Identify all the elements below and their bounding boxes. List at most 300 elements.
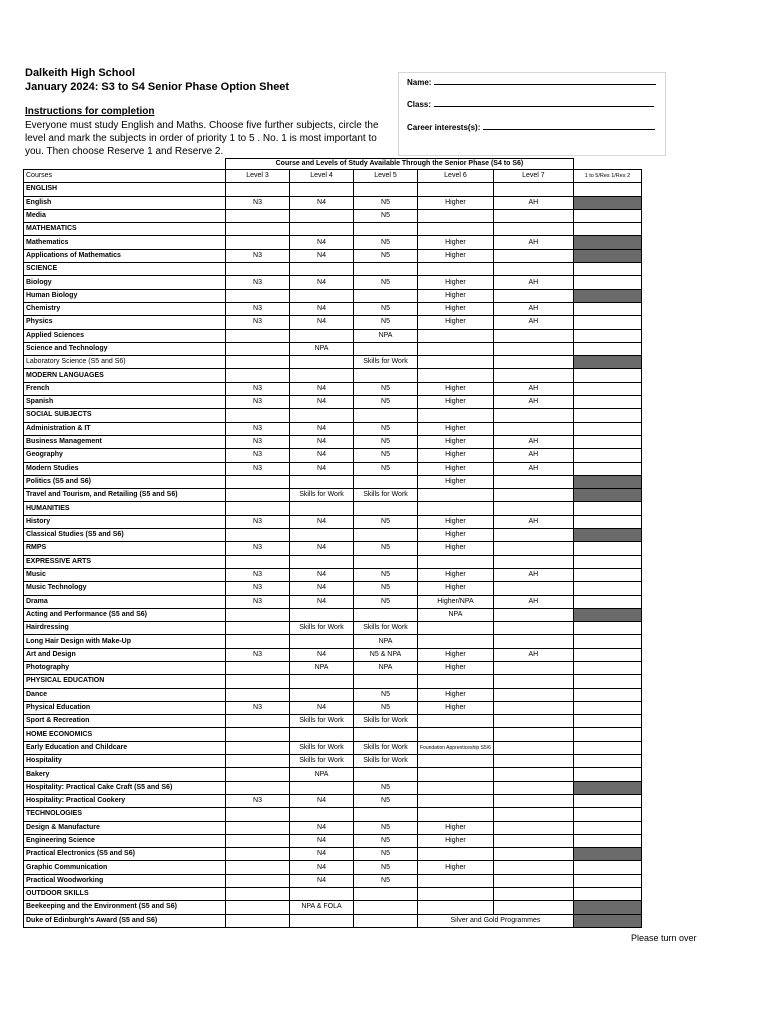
- level-cell-5[interactable]: N5: [354, 821, 418, 834]
- level-cell-7[interactable]: AH: [493, 302, 573, 315]
- level-cell-5[interactable]: N5: [354, 595, 418, 608]
- level-cell-6[interactable]: Higher: [418, 396, 494, 409]
- section-label: HUMANITIES: [24, 502, 226, 515]
- level-cell-4[interactable]: N4: [290, 236, 354, 249]
- level-cell-5: [354, 768, 418, 781]
- priority-cell-shaded: [573, 608, 641, 621]
- course-name: Bakery: [24, 768, 226, 781]
- level-cell-6[interactable]: Higher: [418, 821, 494, 834]
- level-cell-5[interactable]: N5: [354, 515, 418, 528]
- level-cell-7[interactable]: AH: [493, 595, 573, 608]
- level-cell-4[interactable]: N4: [290, 435, 354, 448]
- empty-cell: [493, 808, 573, 821]
- course-name: Music: [24, 568, 226, 581]
- level-cell-4[interactable]: N4: [290, 449, 354, 462]
- empty-cell: [290, 223, 354, 236]
- level-cell-5[interactable]: N5: [354, 196, 418, 209]
- level-cell-6[interactable]: Higher: [418, 568, 494, 581]
- level-cell-6: [418, 874, 494, 887]
- level-cell-7[interactable]: AH: [493, 382, 573, 395]
- section-row: [24, 675, 642, 688]
- empty-cell: [290, 888, 354, 901]
- level-cell-6[interactable]: Higher: [418, 449, 494, 462]
- level-cell-5: [354, 914, 418, 927]
- empty-cell: [573, 502, 641, 515]
- level-cell-7: [493, 821, 573, 834]
- level-cell-3[interactable]: N3: [226, 276, 290, 289]
- section-label: SCIENCE: [24, 263, 226, 276]
- priority-cell[interactable]: [573, 435, 641, 448]
- level-cell-5[interactable]: N5 & NPA: [354, 648, 418, 661]
- level-cell-7: [493, 475, 573, 488]
- level-cell-7[interactable]: AH: [493, 196, 573, 209]
- section-label: SOCIAL SUBJECTS: [24, 409, 226, 422]
- level-cell-4[interactable]: N4: [290, 648, 354, 661]
- section-row: [24, 223, 642, 236]
- level-cell-7: [493, 874, 573, 887]
- level-cell-6[interactable]: Higher: [418, 542, 494, 555]
- priority-cell[interactable]: [573, 861, 641, 874]
- priority-cell[interactable]: [573, 595, 641, 608]
- course-row: [24, 741, 642, 754]
- level-cell-6[interactable]: Higher: [418, 382, 494, 395]
- priority-cell[interactable]: [573, 582, 641, 595]
- course-name: Physical Education: [24, 701, 226, 714]
- level-cell-4[interactable]: N4: [290, 302, 354, 315]
- level-cell-3[interactable]: N3: [226, 249, 290, 262]
- priority-cell[interactable]: [573, 329, 641, 342]
- level-cell-7[interactable]: AH: [493, 236, 573, 249]
- course-name: Classical Studies (S5 and S6): [24, 529, 226, 542]
- priority-cell[interactable]: [573, 209, 641, 222]
- table-body: [24, 183, 642, 928]
- level-cell-4[interactable]: N4: [290, 874, 354, 887]
- level-cell-4: [290, 608, 354, 621]
- level-cell-6: [418, 329, 494, 342]
- course-row: [24, 622, 642, 635]
- level-cell-6[interactable]: Higher: [418, 861, 494, 874]
- priority-cell[interactable]: [573, 688, 641, 701]
- header-level-6: Level 6: [418, 170, 494, 183]
- empty-cell: [354, 888, 418, 901]
- level-cell-7: [493, 901, 573, 914]
- course-name: Practical Woodworking: [24, 874, 226, 887]
- priority-cell-shaded: [573, 901, 641, 914]
- empty-cell: [226, 183, 290, 196]
- level-cell-5[interactable]: NPA: [354, 329, 418, 342]
- level-cell-3[interactable]: N3: [226, 515, 290, 528]
- priority-cell-shaded: [573, 848, 641, 861]
- sheet-subtitle: January 2024: S3 to S4 Senior Phase Option Sheet: [25, 81, 290, 93]
- level-cell-4: [290, 289, 354, 302]
- priority-cell[interactable]: [573, 316, 641, 329]
- priority-cell[interactable]: [573, 715, 641, 728]
- priority-cell[interactable]: [573, 462, 641, 475]
- course-name: Hospitality: Practical Cookery: [24, 794, 226, 807]
- level-cell-5[interactable]: N5: [354, 568, 418, 581]
- name-line[interactable]: [434, 78, 656, 85]
- empty-cell: [573, 183, 641, 196]
- level-cell-3[interactable]: N3: [226, 794, 290, 807]
- level-cell-7[interactable]: AH: [493, 316, 573, 329]
- section-row: [24, 555, 642, 568]
- level-cell-6[interactable]: Higher: [418, 316, 494, 329]
- priority-cell[interactable]: [573, 396, 641, 409]
- priority-cell[interactable]: [573, 422, 641, 435]
- level-cell-4[interactable]: N4: [290, 316, 354, 329]
- level-cell-6: [418, 622, 494, 635]
- course-row: [24, 701, 642, 714]
- level-cell-4[interactable]: N4: [290, 848, 354, 861]
- level-cell-3[interactable]: N3: [226, 302, 290, 315]
- level-cell-6[interactable]: Higher: [418, 582, 494, 595]
- level-cell-4[interactable]: N4: [290, 861, 354, 874]
- level-cell-3: [226, 289, 290, 302]
- priority-cell-shaded: [573, 914, 641, 927]
- level-cell-6[interactable]: Higher: [418, 249, 494, 262]
- course-name: Sport & Recreation: [24, 715, 226, 728]
- level-cell-5[interactable]: N5: [354, 688, 418, 701]
- priority-cell[interactable]: [573, 542, 641, 555]
- level-cell-5[interactable]: N5: [354, 422, 418, 435]
- header-level-4: Level 4: [290, 170, 354, 183]
- career-field[interactable]: [407, 123, 655, 132]
- level-cell-5: [354, 342, 418, 355]
- course-row: [24, 688, 642, 701]
- level-cell-3[interactable]: N3: [226, 382, 290, 395]
- level-cell-6[interactable]: Higher: [418, 701, 494, 714]
- level-cell-4[interactable]: N4: [290, 422, 354, 435]
- level-cell-3[interactable]: N3: [226, 316, 290, 329]
- course-row: [24, 755, 642, 768]
- level-cell-5[interactable]: N5: [354, 462, 418, 475]
- level-cell-7[interactable]: AH: [493, 396, 573, 409]
- priority-cell[interactable]: [573, 794, 641, 807]
- course-row: [24, 396, 642, 409]
- priority-cell[interactable]: [573, 342, 641, 355]
- level-cell-3: [226, 715, 290, 728]
- level-cell-7: [493, 781, 573, 794]
- course-row: [24, 475, 642, 488]
- level-cell-4[interactable]: N4: [290, 701, 354, 714]
- level-cell-5[interactable]: N5: [354, 396, 418, 409]
- course-row: [24, 316, 642, 329]
- level-cell-6: [418, 715, 494, 728]
- level-cell-3[interactable]: N3: [226, 462, 290, 475]
- level-cell-7: [493, 701, 573, 714]
- level-cell-4[interactable]: N4: [290, 196, 354, 209]
- level-cell-6[interactable]: Higher: [418, 475, 494, 488]
- course-name: Business Management: [24, 435, 226, 448]
- level-cell-4[interactable]: Skills for Work: [290, 741, 354, 754]
- priority-cell[interactable]: [573, 635, 641, 648]
- level-cell-4[interactable]: N4: [290, 396, 354, 409]
- empty-cell: [226, 223, 290, 236]
- level-cell-5[interactable]: N5: [354, 582, 418, 595]
- level-cell-4[interactable]: N4: [290, 595, 354, 608]
- level-cell-5[interactable]: N5: [354, 302, 418, 315]
- course-name: Spanish: [24, 396, 226, 409]
- level-cell-5[interactable]: N5: [354, 861, 418, 874]
- level-cell-6: [418, 342, 494, 355]
- level-cell-3: [226, 861, 290, 874]
- table-banner: Course and Levels of Study Available Through the Senior Phase (S4 to S6): [226, 159, 574, 170]
- level-cell-5[interactable]: N5: [354, 542, 418, 555]
- empty-cell: [226, 409, 290, 422]
- course-row: [24, 821, 642, 834]
- level-cell-4[interactable]: N4: [290, 382, 354, 395]
- level-cell-6: [418, 635, 494, 648]
- empty-cell: [354, 808, 418, 821]
- empty-cell: [354, 183, 418, 196]
- level-cell-4[interactable]: NPA: [290, 768, 354, 781]
- level-cell-6[interactable]: Higher: [418, 422, 494, 435]
- level-cell-3: [226, 781, 290, 794]
- level-cell-4[interactable]: N4: [290, 834, 354, 847]
- empty-cell: [418, 888, 494, 901]
- empty-cell: [290, 502, 354, 515]
- level-cell-6-7[interactable]: Silver and Gold Programmes: [418, 914, 574, 927]
- priority-cell-shaded: [573, 489, 641, 502]
- priority-cell[interactable]: [573, 276, 641, 289]
- course-row: [24, 715, 642, 728]
- level-cell-5[interactable]: Skills for Work: [354, 356, 418, 369]
- course-name: Beekeeping and the Environment (S5 and S6): [24, 901, 226, 914]
- level-cell-4[interactable]: Skills for Work: [290, 622, 354, 635]
- level-cell-7[interactable]: AH: [493, 435, 573, 448]
- level-cell-3: [226, 529, 290, 542]
- priority-cell[interactable]: [573, 382, 641, 395]
- level-cell-6: [418, 489, 494, 502]
- empty-cell: [290, 728, 354, 741]
- level-cell-6[interactable]: Higher: [418, 302, 494, 315]
- priority-cell[interactable]: [573, 302, 641, 315]
- level-cell-7[interactable]: AH: [493, 449, 573, 462]
- section-label: TECHNOLOGIES: [24, 808, 226, 821]
- course-row: [24, 768, 642, 781]
- level-cell-4[interactable]: N4: [290, 794, 354, 807]
- level-cell-6[interactable]: NPA: [418, 608, 494, 621]
- section-label: PHYSICAL EDUCATION: [24, 675, 226, 688]
- header-level-7: Level 7: [493, 170, 573, 183]
- course-name: Travel and Tourism, and Retailing (S5 and S6): [24, 489, 226, 502]
- level-cell-4[interactable]: N4: [290, 821, 354, 834]
- level-cell-5[interactable]: N5: [354, 701, 418, 714]
- empty-cell: [418, 502, 494, 515]
- level-cell-7[interactable]: AH: [493, 648, 573, 661]
- course-row: [24, 582, 642, 595]
- empty-cell: [573, 808, 641, 821]
- level-cell-7: [493, 209, 573, 222]
- level-cell-3[interactable]: N3: [226, 435, 290, 448]
- level-cell-5[interactable]: N5: [354, 316, 418, 329]
- level-cell-7: [493, 741, 573, 754]
- level-cell-5[interactable]: N5: [354, 209, 418, 222]
- level-cell-4[interactable]: N4: [290, 249, 354, 262]
- table-banner-row: [24, 159, 642, 170]
- level-cell-6[interactable]: Higher: [418, 661, 494, 674]
- empty-cell: [226, 555, 290, 568]
- level-cell-7: [493, 356, 573, 369]
- level-cell-3: [226, 661, 290, 674]
- empty-cell: [354, 409, 418, 422]
- empty-cell: [493, 675, 573, 688]
- priority-cell-shaded: [573, 196, 641, 209]
- level-cell-5[interactable]: Skills for Work: [354, 741, 418, 754]
- level-cell-6[interactable]: Higher: [418, 196, 494, 209]
- section-row: [24, 808, 642, 821]
- level-cell-3[interactable]: N3: [226, 582, 290, 595]
- level-cell-3[interactable]: N3: [226, 701, 290, 714]
- priority-cell[interactable]: [573, 701, 641, 714]
- level-cell-7[interactable]: AH: [493, 515, 573, 528]
- level-cell-6[interactable]: Higher: [418, 515, 494, 528]
- level-cell-6[interactable]: Higher: [418, 289, 494, 302]
- course-row: [24, 542, 642, 555]
- level-cell-4: [290, 475, 354, 488]
- priority-cell[interactable]: [573, 648, 641, 661]
- level-cell-5[interactable]: Skills for Work: [354, 489, 418, 502]
- level-cell-5[interactable]: Skills for Work: [354, 622, 418, 635]
- level-cell-6[interactable]: Higher: [418, 462, 494, 475]
- class-line[interactable]: [434, 100, 654, 107]
- empty-cell: [573, 555, 641, 568]
- level-cell-5[interactable]: N5: [354, 382, 418, 395]
- priority-cell[interactable]: [573, 449, 641, 462]
- course-row: [24, 489, 642, 502]
- course-name: RMPS: [24, 542, 226, 555]
- priority-cell[interactable]: [573, 821, 641, 834]
- course-name: Practical Electronics (S5 and S6): [24, 848, 226, 861]
- level-cell-4[interactable]: Skills for Work: [290, 489, 354, 502]
- course-row: [24, 648, 642, 661]
- level-cell-5[interactable]: N5: [354, 834, 418, 847]
- course-name: Physics: [24, 316, 226, 329]
- level-cell-3[interactable]: N3: [226, 542, 290, 555]
- level-cell-4[interactable]: N4: [290, 462, 354, 475]
- priority-cell[interactable]: [573, 834, 641, 847]
- level-cell-4[interactable]: NPA: [290, 661, 354, 674]
- level-cell-6[interactable]: Higher: [418, 529, 494, 542]
- level-cell-5[interactable]: NPA: [354, 661, 418, 674]
- level-cell-6[interactable]: Higher: [418, 435, 494, 448]
- section-label: HOME ECONOMICS: [24, 728, 226, 741]
- level-cell-6[interactable]: Higher: [418, 276, 494, 289]
- level-cell-3[interactable]: N3: [226, 595, 290, 608]
- level-cell-3[interactable]: N3: [226, 648, 290, 661]
- course-row: [24, 661, 642, 674]
- level-cell-5[interactable]: N5: [354, 435, 418, 448]
- level-cell-7: [493, 755, 573, 768]
- course-name: Hospitality: [24, 755, 226, 768]
- level-cell-5: [354, 289, 418, 302]
- course-row: [24, 462, 642, 475]
- empty-cell: [290, 369, 354, 382]
- priority-cell[interactable]: [573, 622, 641, 635]
- level-cell-7[interactable]: AH: [493, 276, 573, 289]
- level-cell-6[interactable]: Higher/NPA: [418, 595, 494, 608]
- course-row: [24, 635, 642, 648]
- level-cell-5[interactable]: Skills for Work: [354, 715, 418, 728]
- header-priority: 1 to 5/Res 1/Res 2: [573, 170, 641, 183]
- level-cell-6[interactable]: Higher: [418, 236, 494, 249]
- career-line[interactable]: [483, 123, 655, 130]
- options-table: [23, 158, 642, 928]
- level-cell-5[interactable]: Skills for Work: [354, 755, 418, 768]
- level-cell-6[interactable]: Higher: [418, 688, 494, 701]
- empty-cell: [493, 555, 573, 568]
- section-label: OUTDOOR SKILLS: [24, 888, 226, 901]
- course-name: Applications of Mathematics: [24, 249, 226, 262]
- level-cell-4[interactable]: N4: [290, 542, 354, 555]
- course-name: History: [24, 515, 226, 528]
- priority-cell[interactable]: [573, 755, 641, 768]
- course-name: Geography: [24, 449, 226, 462]
- class-field[interactable]: [407, 100, 654, 109]
- level-cell-3[interactable]: N3: [226, 449, 290, 462]
- level-cell-5[interactable]: N5: [354, 781, 418, 794]
- level-cell-3: [226, 821, 290, 834]
- level-cell-6[interactable]: [418, 741, 494, 754]
- level-cell-3[interactable]: N3: [226, 422, 290, 435]
- course-name: Hospitality: Practical Cake Craft (S5 and S6): [24, 781, 226, 794]
- level-cell-3[interactable]: N3: [226, 196, 290, 209]
- section-row: [24, 409, 642, 422]
- name-field[interactable]: [407, 78, 656, 87]
- level-cell-5[interactable]: N5: [354, 794, 418, 807]
- level-cell-4[interactable]: NPA: [290, 342, 354, 355]
- level-cell-7[interactable]: AH: [493, 568, 573, 581]
- empty-cell: [354, 223, 418, 236]
- priority-cell[interactable]: [573, 661, 641, 674]
- empty-cell: [493, 502, 573, 515]
- priority-cell[interactable]: [573, 741, 641, 754]
- priority-cell[interactable]: [573, 874, 641, 887]
- level-cell-4[interactable]: NPA & FOLA: [290, 901, 354, 914]
- priority-cell[interactable]: [573, 515, 641, 528]
- course-name: Media: [24, 209, 226, 222]
- level-cell-3: [226, 475, 290, 488]
- level-cell-4[interactable]: N4: [290, 582, 354, 595]
- level-cell-7[interactable]: AH: [493, 462, 573, 475]
- level-cell-4[interactable]: Skills for Work: [290, 755, 354, 768]
- level-cell-4[interactable]: N4: [290, 515, 354, 528]
- level-cell-3[interactable]: N3: [226, 568, 290, 581]
- level-cell-5[interactable]: N5: [354, 449, 418, 462]
- empty-cell: [290, 808, 354, 821]
- instructions-title: Instructions for completion: [25, 106, 155, 117]
- level-cell-7: [493, 848, 573, 861]
- level-cell-5[interactable]: N5: [354, 848, 418, 861]
- level-cell-3: [226, 768, 290, 781]
- level-cell-6[interactable]: Higher: [418, 834, 494, 847]
- level-cell-5[interactable]: N5: [354, 236, 418, 249]
- course-name: Modern Studies: [24, 462, 226, 475]
- level-cell-4[interactable]: N4: [290, 568, 354, 581]
- level-cell-5[interactable]: NPA: [354, 635, 418, 648]
- priority-cell[interactable]: [573, 568, 641, 581]
- level-cell-3[interactable]: N3: [226, 396, 290, 409]
- course-name: Biology: [24, 276, 226, 289]
- level-cell-5[interactable]: N5: [354, 874, 418, 887]
- level-cell-5[interactable]: N5: [354, 276, 418, 289]
- level-cell-6[interactable]: Higher: [418, 648, 494, 661]
- level-cell-5[interactable]: N5: [354, 249, 418, 262]
- level-cell-4[interactable]: Skills for Work: [290, 715, 354, 728]
- priority-cell[interactable]: [573, 768, 641, 781]
- level-cell-4[interactable]: N4: [290, 276, 354, 289]
- section-row: [24, 502, 642, 515]
